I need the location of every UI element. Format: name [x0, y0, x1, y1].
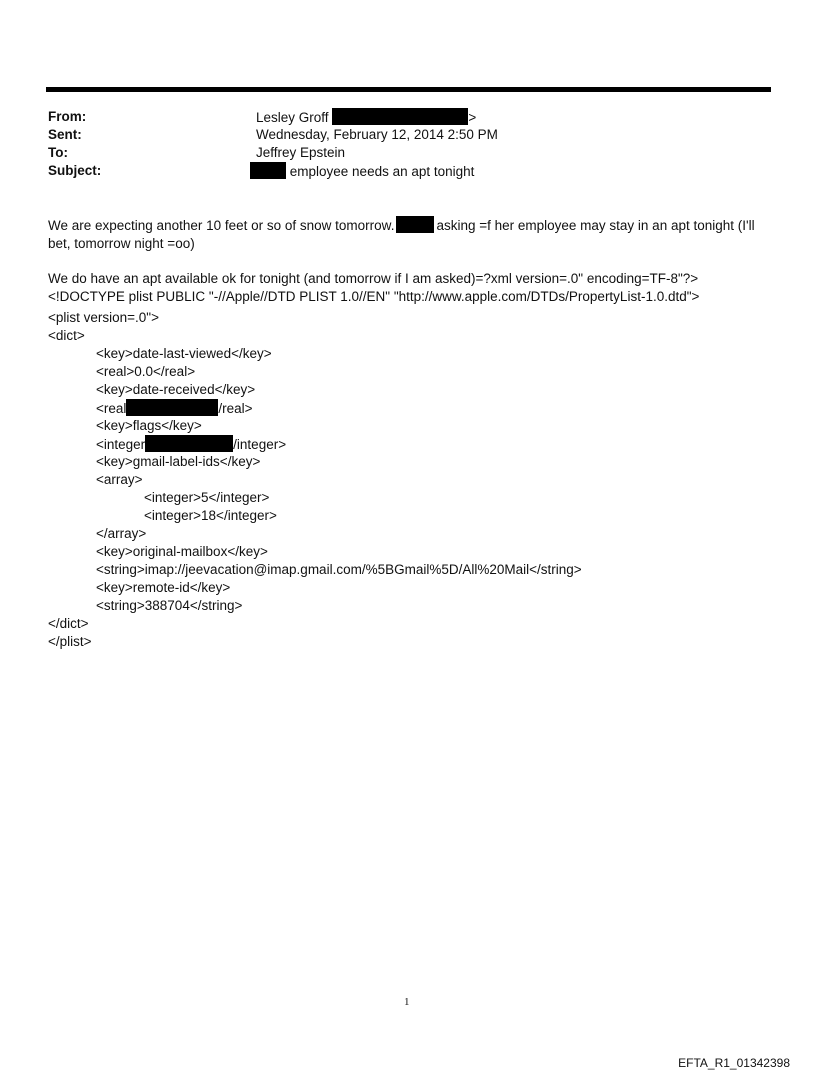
- header-divider: [46, 87, 771, 92]
- plist-fragment: <integer: [96, 437, 146, 452]
- plist-line: <string>imap://jeevacation@imap.gmail.com/%5BGmail%5D/All%20Mail</string>: [96, 562, 582, 577]
- sent-label: Sent:: [48, 127, 82, 142]
- body-p2: We do have an apt available ok for tonight (and tomorrow if I am asked)=?xml version=.0" encoding=TF-8"?> <!DOCTYPE plist PUBLIC "-//Apple//DTD PLIST 1.0//EN" "http://www.apple.com/DTDs/PropertyList-1.0.dtd">: [48, 271, 700, 304]
- plist-fragment: <real: [96, 401, 127, 416]
- body-p1-part2: asking =f her employee may stay in an apt tonight (I'll bet, tomorrow night =oo): [48, 218, 755, 251]
- redaction-block: [250, 162, 286, 179]
- plist-line: [48, 399, 582, 417]
- body-paragraph-2: [48, 270, 778, 306]
- plist-line: <key>gmail-label-ids</key>: [96, 454, 261, 469]
- from-label: From:: [48, 109, 87, 124]
- plist-block: [48, 309, 582, 651]
- plist-line: [48, 435, 582, 453]
- from-value: [256, 108, 476, 127]
- plist-line: <real>0.0</real>: [96, 364, 196, 379]
- plist-line: <string>388704</string>: [96, 598, 243, 613]
- plist-fragment: /real>: [218, 401, 253, 416]
- body-p1-part1: We are expecting another 10 feet or so of snow tomorrow.: [48, 218, 395, 233]
- body-paragraph-1: [48, 216, 778, 253]
- subject-text: employee needs an apt tonight: [289, 164, 475, 179]
- plist-line: <array>: [96, 472, 143, 487]
- plist-line: <plist version=.0">: [48, 310, 159, 325]
- redaction-block: [145, 435, 233, 452]
- redaction-block: [126, 399, 218, 416]
- plist-line: <integer>5</integer>: [144, 490, 270, 505]
- plist-line: <key>date-last-viewed</key>: [96, 346, 272, 361]
- redaction-block: [332, 108, 468, 125]
- from-suffix: >: [468, 110, 477, 125]
- sent-value: Wednesday, February 12, 2014 2:50 PM: [256, 127, 498, 142]
- bates-number: EFTA_R1_01342398: [678, 1056, 790, 1070]
- plist-line: <integer>18</integer>: [144, 508, 277, 523]
- page-number: 1: [404, 996, 410, 1008]
- subject-label: Subject:: [48, 163, 102, 178]
- plist-line: </array>: [96, 526, 147, 541]
- redaction-block: [396, 216, 434, 233]
- plist-fragment: /integer>: [233, 437, 287, 452]
- to-label: To:: [48, 145, 68, 160]
- plist-line: <key>flags</key>: [96, 418, 202, 433]
- plist-line: </dict>: [48, 616, 89, 631]
- plist-line: <dict>: [48, 328, 85, 343]
- to-value: Jeffrey Epstein: [256, 145, 346, 160]
- plist-line: <key>original-mailbox</key>: [96, 544, 268, 559]
- plist-line: </plist>: [48, 634, 92, 649]
- plist-line: <key>remote-id</key>: [96, 580, 231, 595]
- subject-value: [250, 162, 474, 181]
- plist-line: <key>date-received</key>: [96, 382, 256, 397]
- from-name: Lesley Groff: [256, 110, 329, 125]
